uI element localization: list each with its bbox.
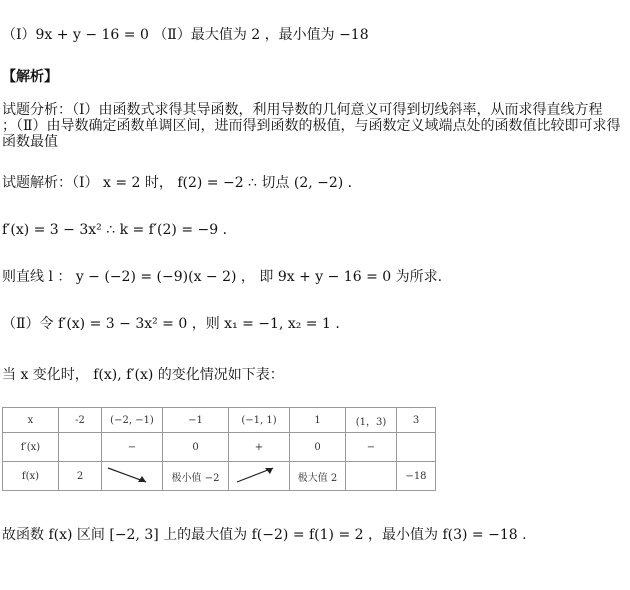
solution-line-5: 当 x 变化时， f(x), f′(x) 的变化情况如下表：: [2, 367, 284, 383]
table-cell: (−1, 1): [229, 408, 290, 433]
conclusion-line: 故函数 f(x) 区间 [−2, 3] 上的最大值为 f(−2) = f(1) = 2 ，最小值为 f(3) = −18 .: [2, 527, 527, 543]
table-cell: f(x): [3, 462, 59, 491]
table-cell: x: [3, 408, 59, 433]
decreasing-arrow-icon: [102, 464, 162, 486]
table-cell: 1: [290, 408, 346, 433]
analysis-line-3: 函数最值: [2, 134, 58, 150]
solution-line-2: f′(x) = 3 − 3x² ∴ k = f′(2) = −9 ．: [2, 222, 237, 238]
table-cell: −18: [397, 462, 436, 491]
table-cell: [346, 462, 397, 491]
analysis-heading: 【解析】: [2, 69, 58, 85]
analysis-line-2: ；（Ⅱ）由导数确定函数单调区间，进而得到函数的极值，与函数定义域端点处的函数值比较即可求得: [2, 118, 621, 134]
table-row-f: [3, 462, 436, 491]
table-cell: 极大值 2: [290, 462, 346, 491]
solution-line-4: （Ⅱ）令 f′(x) = 3 − 3x² = 0 ，则 x₁ = −1, x₂ = 1 .: [2, 316, 340, 332]
solution-line-1: 试题解析：（Ⅰ） x = 2 时， f(2) = −2 ∴ 切点 (2, −2) ．: [2, 175, 362, 191]
table-cell: −: [346, 433, 397, 462]
answer-line: [2, 24, 369, 44]
table-cell: (1，3): [346, 408, 397, 433]
increasing-arrow-cell: [229, 462, 290, 491]
increasing-arrow-icon: [229, 464, 289, 486]
table-cell: 2: [59, 462, 102, 491]
table-cell: f′(x): [3, 433, 59, 462]
table-cell: −: [102, 433, 163, 462]
decreasing-arrow-cell: [102, 462, 163, 491]
table-row-fprime: [3, 433, 436, 462]
table-cell: [59, 433, 102, 462]
table-row-header: [3, 408, 436, 433]
variation-table: [2, 407, 436, 491]
table-cell: -2: [59, 408, 102, 433]
solution-line-3: 则直线 l ： y − (−2) = (−9)(x − 2) ， 即 9x + y − 16 = 0 为所求.: [2, 269, 443, 285]
table-cell: 0: [290, 433, 346, 462]
table-cell: [397, 433, 436, 462]
analysis-line-1: 试题分析：（Ⅰ）由函数式求得其导函数，利用导数的几何意义可得到切线斜率，从而求得直线方程: [2, 102, 603, 118]
table-cell: (−2, −1): [102, 408, 163, 433]
analysis-paragraph: [2, 102, 628, 150]
table-cell: −1: [163, 408, 229, 433]
table-cell: +: [229, 433, 290, 462]
table-cell: 0: [163, 433, 229, 462]
answer-text: （Ⅰ）9x + y − 16 = 0 （Ⅱ）最大值为 2 ，最小值为 −18: [2, 27, 369, 43]
table-cell: 3: [397, 408, 436, 433]
table-cell: 极小值 −2: [163, 462, 229, 491]
